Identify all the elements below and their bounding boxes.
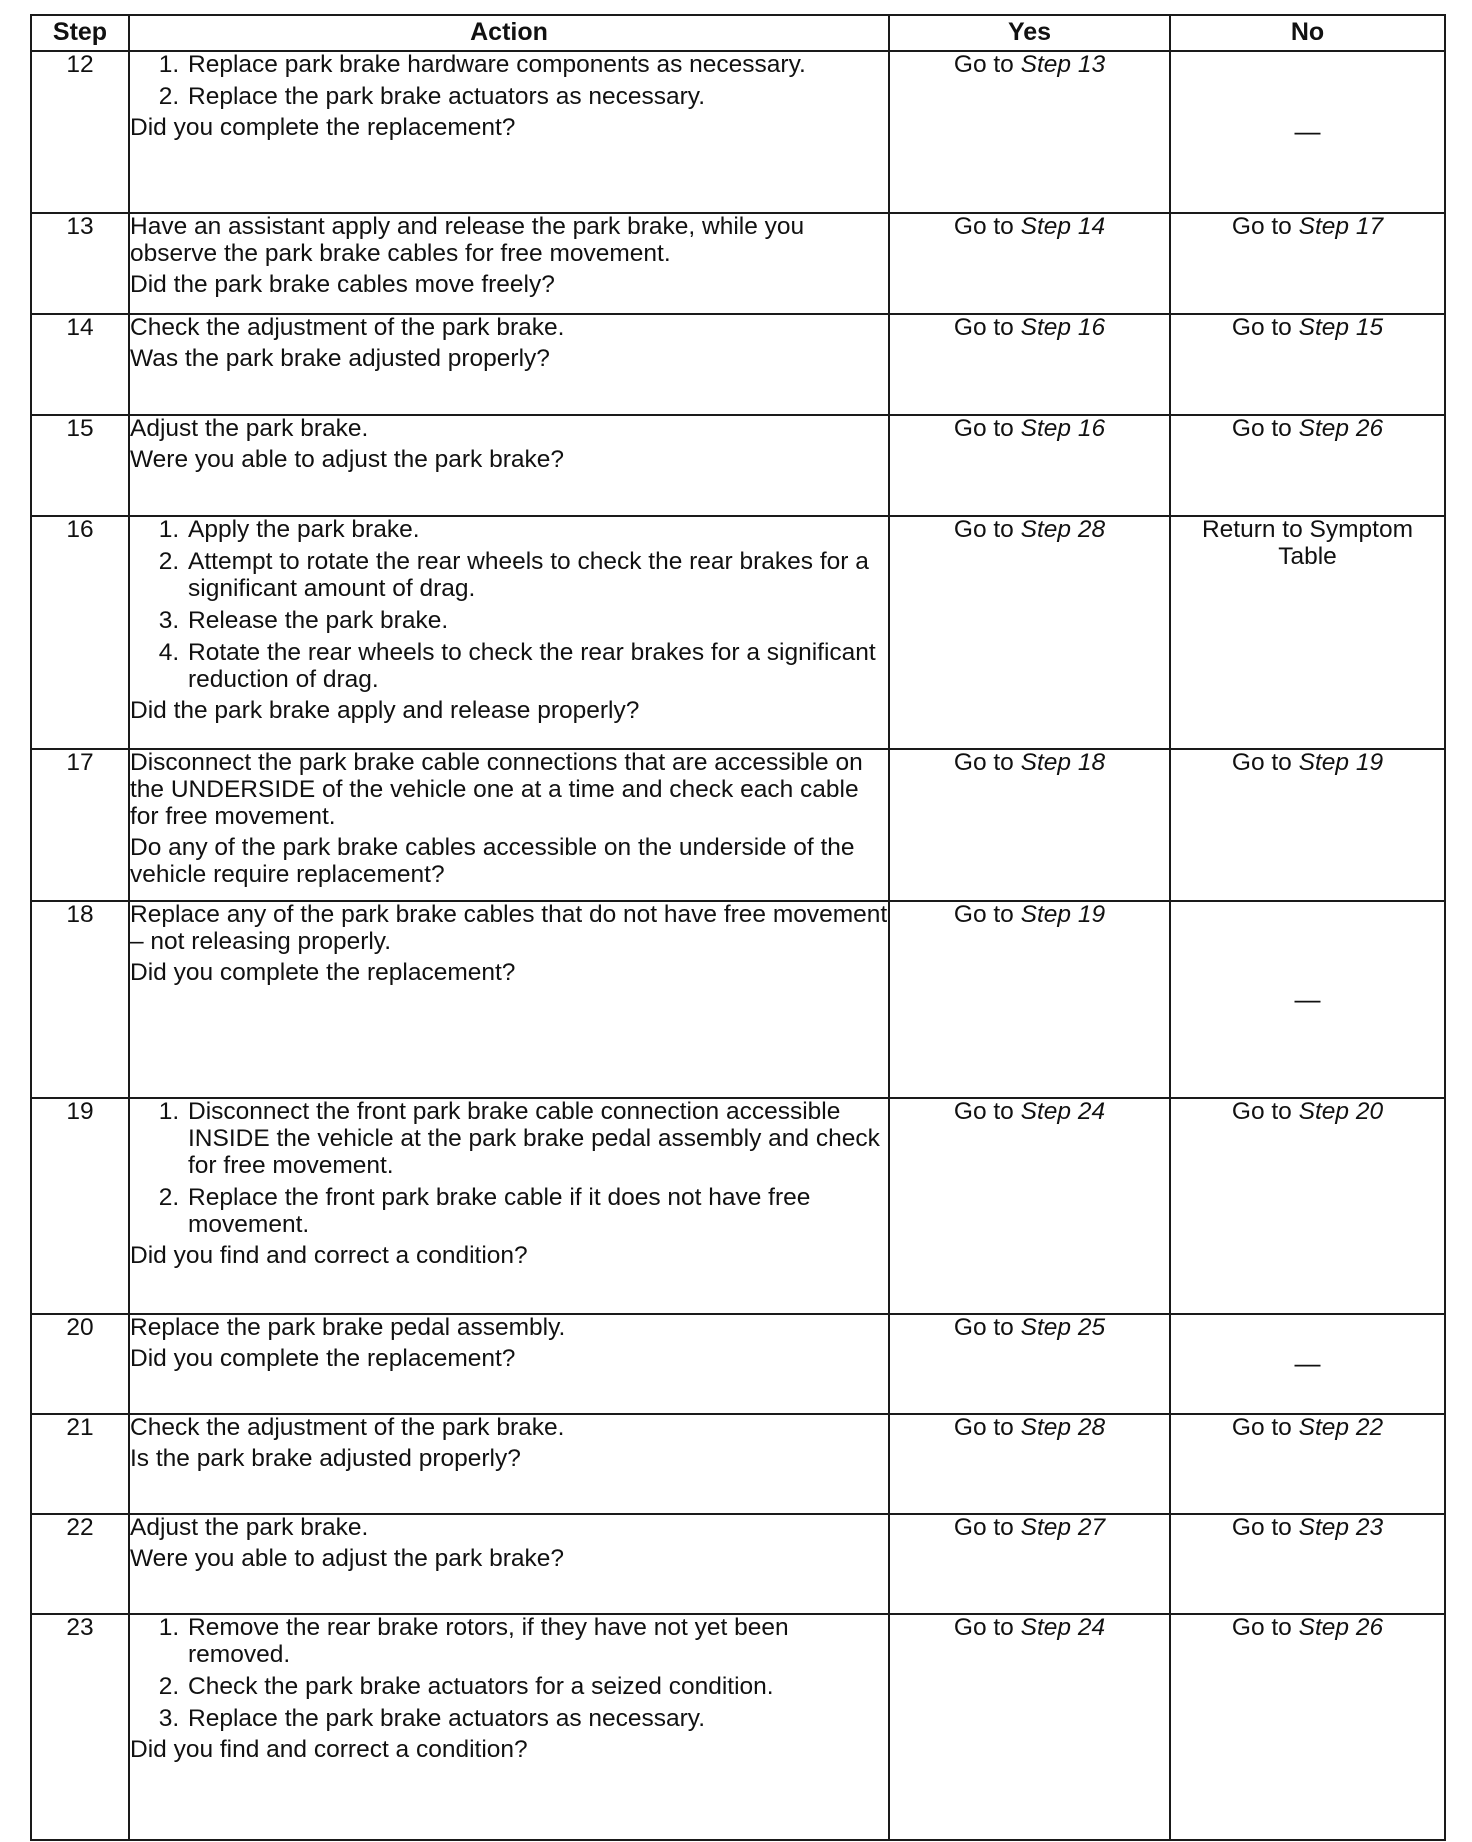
list-item: 1. Replace park brake hardware components as necessary. [186,52,888,79]
table-row [31,749,1445,901]
action-text: Adjust the park brake. [130,415,369,442]
yes-cell: Go to Step 28 [889,516,1170,749]
step-number: 13 [31,213,129,314]
step-ref: Step 25 [1020,1314,1106,1341]
list-item: 2. Attempt to rotate the rear wheels to check the rear brakes for a significant amount of drag. [186,549,888,603]
step-ref: Step 24 [1020,1614,1106,1641]
yes-cell: Go to Step 24 [889,1098,1170,1314]
table-row [31,1314,1445,1414]
step-ref: Step 28 [1020,1414,1106,1441]
action-text: Check the adjustment of the park brake. [130,1414,565,1441]
yes-cell: Go to Step 19 [889,901,1170,1098]
no-cell: Go to Step 19 [1170,749,1445,901]
step-ref: Step 13 [1020,51,1106,78]
step-number: 16 [31,516,129,749]
no-cell: — [1170,1314,1445,1414]
step-ref: Step 22 [1298,1414,1384,1441]
action-cell [129,51,889,213]
step-number: 17 [31,749,129,901]
step-ref: Step 24 [1020,1098,1106,1125]
step-ref: Step 15 [1298,314,1384,341]
step-ref: Step 19 [1020,901,1106,928]
table-row [31,1098,1445,1314]
question-text: Were you able to adjust the park brake? [130,1544,565,1572]
action-text: Replace the park brake pedal assembly. [130,1314,566,1341]
action-cell [129,1414,889,1514]
action-steps [130,517,888,694]
step-number: 20 [31,1314,129,1414]
question-text: Did you complete the replacement? [130,1344,516,1372]
step-ref: Step 19 [1298,749,1384,776]
question-text: Were you able to adjust the park brake? [130,445,565,473]
list-item: 1. Remove the rear brake rotors, if they have not yet been removed. [186,1615,888,1669]
action-text: Adjust the park brake. [130,1514,369,1541]
question-text: Did you find and correct a condition? [130,1241,528,1269]
yes-cell: Go to Step 25 [889,1314,1170,1414]
step-ref: Step 16 [1020,415,1106,442]
action-cell [129,1314,889,1414]
step-number: 18 [31,901,129,1098]
step-ref: Step 17 [1298,213,1384,240]
list-item: 2. Replace the park brake actuators as necessary. [186,84,888,111]
table-row [31,314,1445,415]
no-cell: Go to Step 23 [1170,1514,1445,1614]
no-cell: Go to Step 20 [1170,1098,1445,1314]
step-ref: Step 27 [1020,1514,1106,1541]
no-cell: Return to Symptom Table [1170,516,1445,749]
list-item: 3. Release the park brake. [186,608,888,635]
step-ref: Step 20 [1298,1098,1384,1125]
no-cell: — [1170,51,1445,213]
yes-cell: Go to Step 18 [889,749,1170,901]
question-text: Did you complete the replacement? [130,958,516,986]
table-row [31,213,1445,314]
no-cell: Go to Step 22 [1170,1414,1445,1514]
header-no: No [1170,15,1445,51]
action-steps [130,1099,888,1239]
table-row [31,1414,1445,1514]
list-item: 4. Rotate the rear wheels to check the rear brakes for a significant reduction of drag. [186,640,888,694]
step-ref: Step 23 [1298,1514,1384,1541]
question-text: Is the park brake adjusted properly? [130,1444,521,1472]
list-item: 2. Check the park brake actuators for a seized condition. [186,1674,888,1701]
action-steps [130,1615,888,1733]
table-row [31,901,1445,1098]
diagnostic-table [30,14,1446,1841]
action-cell [129,1098,889,1314]
no-cell: Go to Step 26 [1170,1614,1445,1840]
step-number: 22 [31,1514,129,1614]
step-ref: Step 28 [1020,516,1106,543]
list-item: 1. Apply the park brake. [186,517,888,544]
action-cell [129,749,889,901]
step-ref: Step 14 [1020,213,1106,240]
action-text: Replace any of the park brake cables that do not have free movement – not releasing properly. [130,901,888,955]
list-item: 2. Replace the front park brake cable if it does not have free movement. [186,1185,888,1239]
yes-cell: Go to Step 24 [889,1614,1170,1840]
yes-cell: Go to Step 14 [889,213,1170,314]
no-cell: Go to Step 17 [1170,213,1445,314]
action-text: Disconnect the park brake cable connections that are accessible on the UNDERSIDE of the vehicle one at a time and check each cable for free movement. [130,749,863,830]
question-text: Do any of the park brake cables accessible on the underside of the vehicle require replacement? [130,833,855,888]
step-ref: Step 18 [1020,749,1106,776]
yes-cell: Go to Step 16 [889,415,1170,516]
list-item: 1. Disconnect the front park brake cable connection accessible INSIDE the vehicle at the park brake pedal assembly and check for free movement. [186,1099,888,1180]
table-row [31,415,1445,516]
step-number: 15 [31,415,129,516]
table-row [31,1514,1445,1614]
step-ref: Step 26 [1298,1614,1384,1641]
step-number: 19 [31,1098,129,1314]
question-text: Did the park brake cables move freely? [130,270,555,298]
action-cell [129,1614,889,1840]
action-steps [130,52,888,111]
step-number: 21 [31,1414,129,1514]
step-number: 12 [31,51,129,213]
table-row [31,51,1445,213]
step-number: 23 [31,1614,129,1840]
step-number: 14 [31,314,129,415]
action-cell [129,516,889,749]
action-cell [129,213,889,314]
question-text: Did the park brake apply and release properly? [130,696,640,724]
table-row [31,516,1445,749]
yes-cell: Go to Step 13 [889,51,1170,213]
no-cell: Go to Step 15 [1170,314,1445,415]
header-yes: Yes [889,15,1170,51]
action-cell [129,314,889,415]
action-cell [129,1514,889,1614]
step-ref: Step 26 [1298,415,1384,442]
yes-cell: Go to Step 27 [889,1514,1170,1614]
table-row [31,1614,1445,1840]
question-text: Did you complete the replacement? [130,113,516,141]
question-text: Did you find and correct a condition? [130,1735,528,1763]
step-ref: Step 16 [1020,314,1106,341]
no-cell: — [1170,901,1445,1098]
yes-cell: Go to Step 28 [889,1414,1170,1514]
list-item: 3. Replace the park brake actuators as necessary. [186,1706,888,1733]
action-text: Check the adjustment of the park brake. [130,314,565,341]
no-cell: Go to Step 26 [1170,415,1445,516]
action-cell [129,901,889,1098]
header-action: Action [129,15,889,51]
header-row [31,15,1445,51]
question-text: Was the park brake adjusted properly? [130,344,550,372]
action-text: Have an assistant apply and release the park brake, while you observe the park brake cables for free movement. [130,213,805,267]
header-step: Step [31,15,129,51]
yes-cell: Go to Step 16 [889,314,1170,415]
action-cell [129,415,889,516]
